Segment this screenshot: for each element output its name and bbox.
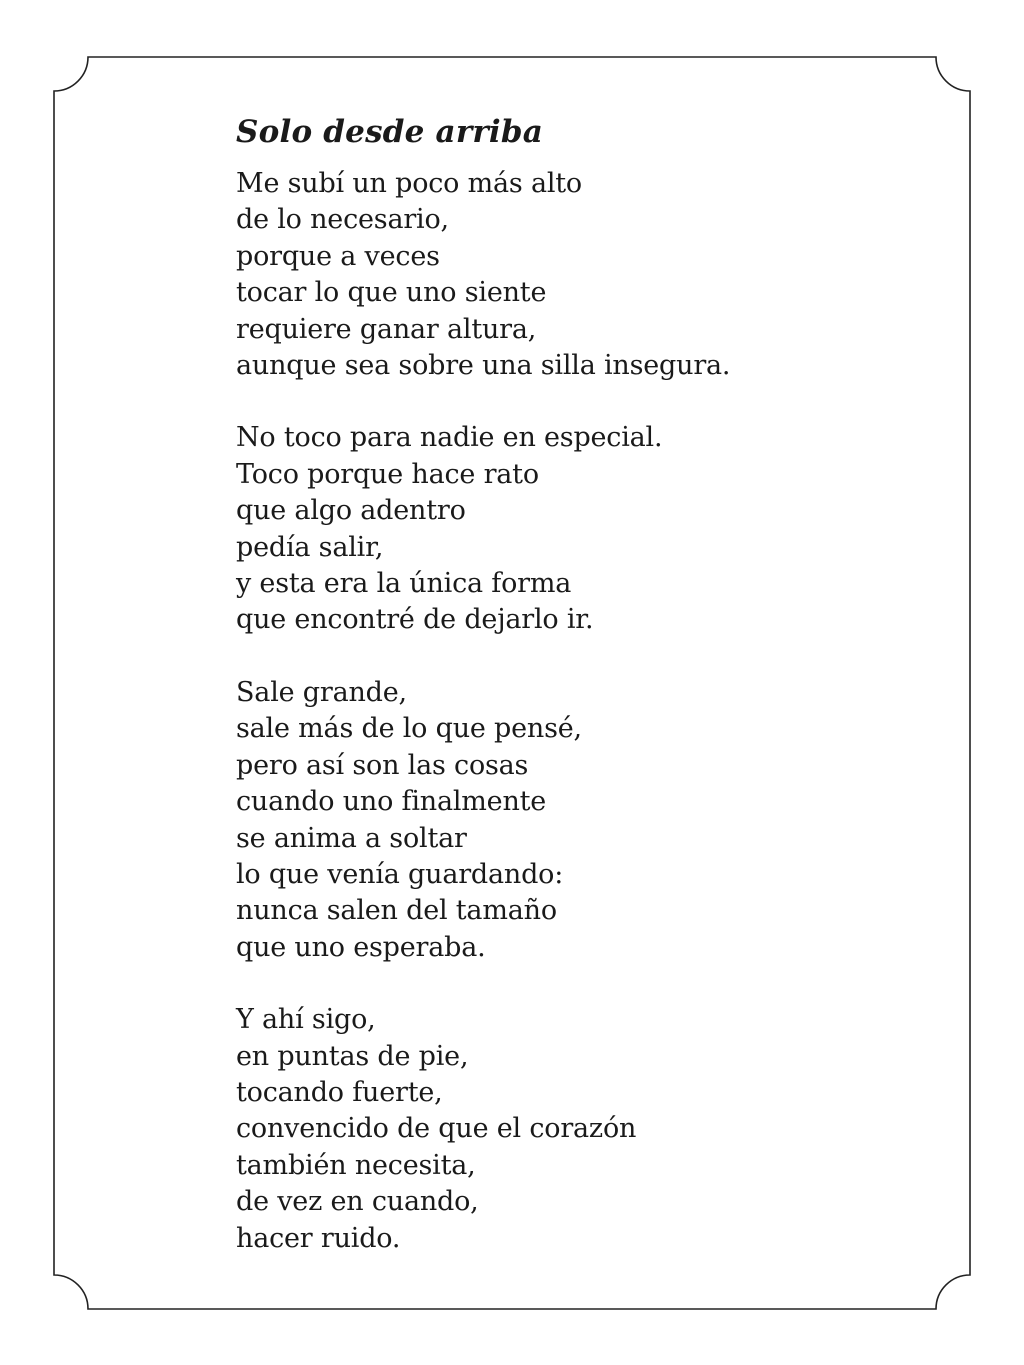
poem-line: requiere ganar altura, [236, 313, 537, 345]
poem-line: lo que venía guardando: [236, 858, 564, 890]
poem-line: también necesita, [236, 1149, 476, 1181]
poem-line: hacer ruido. [236, 1222, 401, 1254]
poem-line: Me subí un poco más alto [236, 168, 582, 199]
stanza [236, 675, 936, 966]
poem-line: No toco para nadie en especial. [236, 422, 663, 454]
poem-line: en puntas de pie, [236, 1040, 469, 1072]
poem-body [236, 166, 936, 1257]
poem-line: aunque sea sobre una silla insegura. [236, 350, 731, 382]
poem-line: Toco porque hace rato [236, 458, 539, 490]
poem [236, 112, 936, 1257]
poem-line: que encontré de dejarlo ir. [236, 604, 594, 636]
poem-line: Y ahí sigo, [236, 1004, 376, 1036]
poem-line: y esta era la única forma [236, 568, 572, 600]
poem-line: nunca salen del tamaño [236, 895, 557, 927]
poem-line: pedía salir, [236, 531, 384, 563]
poem-line: tocando fuerte, [236, 1076, 443, 1108]
stanza [236, 420, 936, 638]
poem-line: Sale grande, [236, 676, 407, 708]
poem-line: sale más de lo que pensé, [236, 713, 582, 745]
poem-line: porque a veces [236, 240, 440, 272]
poem-line: tocar lo que uno siente [236, 277, 547, 309]
poem-line: de vez en cuando, [236, 1186, 479, 1218]
poem-line: cuando uno finalmente [236, 786, 547, 818]
poem-line: convencido de que el corazón [236, 1113, 637, 1145]
poem-line: que uno esperaba. [236, 931, 486, 963]
stanza [236, 1002, 936, 1257]
poem-line: de lo necesario, [236, 204, 449, 236]
stanza [236, 166, 936, 384]
poem-title: Solo desde arriba [236, 114, 544, 150]
poem-line: que algo adentro [236, 495, 466, 527]
poem-line: se anima a soltar [236, 822, 467, 854]
poem-line: pero así son las cosas [236, 749, 529, 781]
